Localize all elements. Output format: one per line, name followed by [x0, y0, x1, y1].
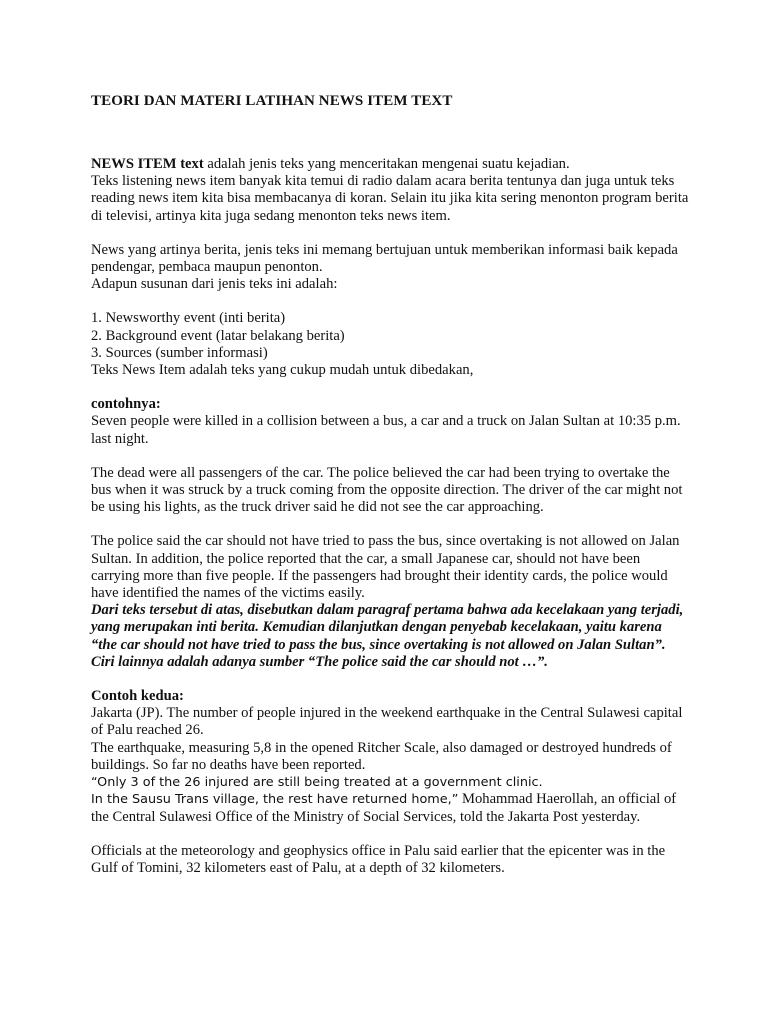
example1-heading: contohnya:: [91, 396, 161, 413]
spacer: [91, 826, 691, 843]
spacer: [91, 516, 691, 533]
list-item: 3. Sources (sumber informasi): [91, 344, 268, 361]
list-item: 1. Newsworthy event (inti berita): [91, 310, 286, 327]
intro-term: NEWS ITEM text: [91, 156, 204, 172]
example2-heading: Contoh kedua:: [91, 688, 184, 705]
example1-paragraph-1: Seven people were killed in a collision between a bus, a car and a truck on Jalan Sultan at 10:35 p.m. last night.: [91, 413, 681, 447]
document-page: [91, 91, 691, 877]
example1-analysis: Dari teks tersebut di atas, disebutkan dalam paragraf pertama bahwa ada kecelakaan yang terjadi, yang merupakan inti berita. Kemudian dilanjutkan dengan penyebab kecelakaan, yaitu karena “the car should not have tried to pass the bus, since overtaking is not allowed on Jalan Sultan”. Ciri lainnya adalah adanya sumber “The police said the car should not …”.: [91, 602, 684, 670]
example1-paragraph-2: The dead were all passengers of the car. The police believed the car had been trying to overtake the bus when it was struck by a truck coming from the opposite direction. The driver of the car might not be using his lights, as the truck driver said he did not see the car approaching.: [91, 464, 683, 516]
structure-note: Teks News Item adalah teks yang cukup mudah untuk dibedakan,: [91, 362, 474, 379]
quote-text: In the Sausu Trans village, the rest have returned home,”: [91, 792, 459, 808]
example2-quote-2: [91, 791, 691, 825]
example2-paragraph-3: Officials at the meteorology and geophysics office in Palu said earlier that the epicenter was in the Gulf of Tomini, 32 kilometers east of Palu, at a depth of 32 kilometers.: [91, 842, 666, 876]
spacer: [91, 293, 691, 310]
list-item: 2. Background event (latar belakang berita): [91, 327, 345, 344]
spacer: [91, 379, 691, 396]
para2-line3: Adapun susunan dari jenis teks ini adalah:: [91, 276, 338, 293]
quote-text: “Only 3 of the 26 injured are still being treated at a government clinic.: [91, 775, 543, 791]
document-title: TEORI DAN MATERI LATIHAN NEWS ITEM TEXT: [91, 93, 453, 109]
intro-line2: Teks listening news item banyak kita temui di radio dalam acara berita tentunya dan juga untuk teks reading news item kita bisa membacanya di koran. Selain itu jika kita sering menonton program berita di televisi, artinya kita juga sedang menonton teks news item.: [91, 173, 689, 224]
para2-text: News yang artinya berita, jenis teks ini memang bertujuan untuk memberikan informasi baik kepada pendengar, pembaca maupun penonton.: [91, 241, 678, 276]
example2-paragraph-2: The earthquake, measuring 5,8 in the opened Ritcher Scale, also damaged or destroyed hundreds of buildings. So far no deaths have been reported.: [91, 739, 672, 773]
spacer: [91, 111, 691, 156]
spacer: [91, 671, 691, 688]
spacer: [91, 225, 691, 242]
intro-definition: adalah jenis teks yang menceritakan mengenai suatu kejadian.: [203, 156, 570, 172]
structure-list: [91, 310, 691, 362]
example1-paragraph-3: The police said the car should not have tried to pass the bus, since overtaking is not allowed on Jalan Sultan. In addition, the police reported that the car, a small Japanese car, should not have been carrying more than five people. If the passengers had brought their identity cards, the police would have identified the names of the victims easily.: [91, 533, 680, 602]
quote-attribution: Mohammad Haerollah, an official of the Central Sulawesi Office of the Ministry of Social Services, told the Jakarta Post yesterday.: [91, 791, 677, 825]
intro-paragraph: [91, 156, 691, 173]
spacer: [91, 448, 691, 465]
example2-quote-1: [91, 774, 691, 791]
example2-paragraph-1: Jakarta (JP). The number of people injured in the weekend earthquake in the Central Sulawesi capital of Palu reached 26.: [91, 705, 683, 739]
